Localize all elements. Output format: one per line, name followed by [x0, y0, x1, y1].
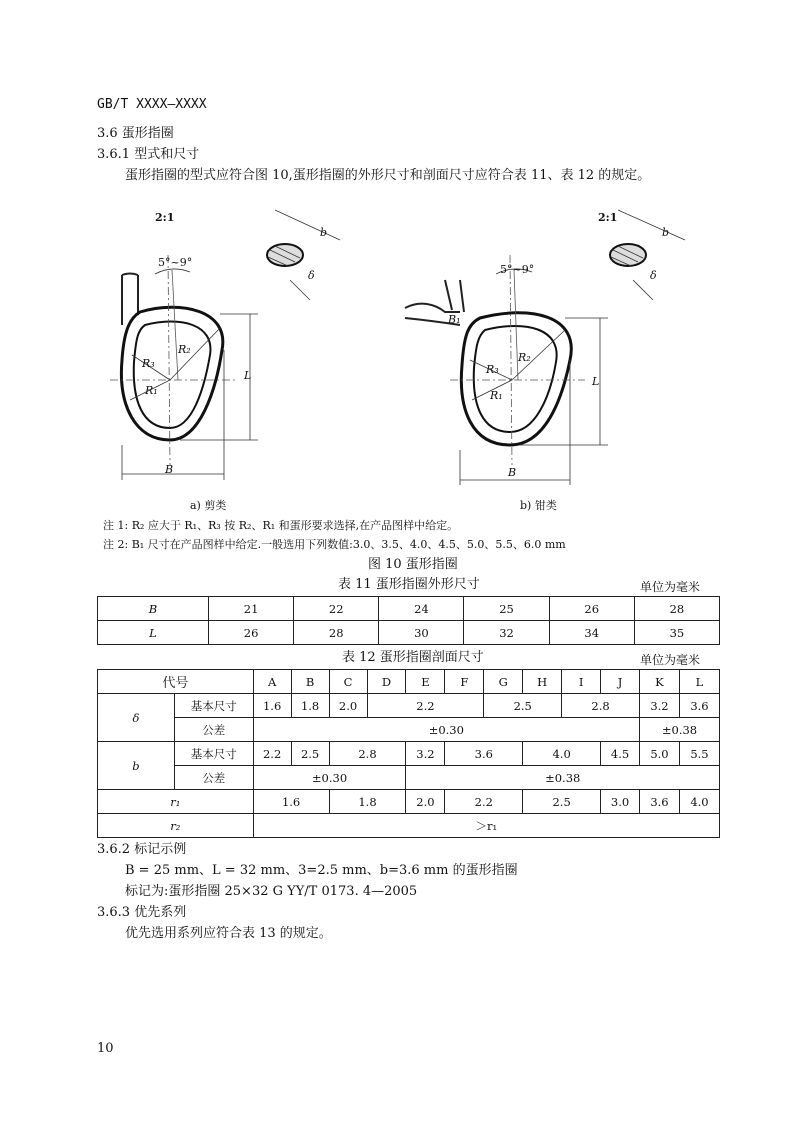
table-cell: 2.0: [329, 694, 367, 718]
table-cell: 2.5: [523, 790, 601, 814]
table-cell: 1.8: [329, 790, 406, 814]
table-cell: 24: [379, 597, 464, 621]
table-cell: 3.0: [601, 790, 640, 814]
tolerance-label: 公差: [174, 766, 253, 790]
scale-b: 2:1: [598, 211, 618, 224]
table12-unit: 单位为毫米: [640, 653, 701, 667]
table-cell: 2.2: [367, 694, 484, 718]
table-cell: ±0.38: [406, 766, 720, 790]
table-row: [98, 718, 720, 742]
table-cell: 21: [209, 597, 294, 621]
table-row: [98, 742, 720, 766]
table12: [97, 669, 720, 838]
table-cell: 3.6: [679, 694, 719, 718]
table-row: [98, 790, 720, 814]
code-cell: B: [291, 670, 329, 694]
r1-label: r₁: [98, 790, 254, 814]
table-cell: 2.5: [484, 694, 562, 718]
ring-forceps-drawing: [400, 200, 700, 515]
table-row: [98, 597, 720, 621]
table-cell: 35: [634, 621, 719, 645]
table-cell: 3.2: [406, 742, 445, 766]
label-B1-b: B₁: [448, 313, 461, 326]
r2-label: r₂: [98, 814, 254, 838]
caption-b: b) 钳类: [520, 499, 557, 512]
table-cell: 3.6: [640, 790, 680, 814]
example-text: B = 25 mm、L = 32 mm、3=2.5 mm、b=3.6 mm 的蛋形指圈: [125, 863, 518, 878]
table-cell: 26: [209, 621, 294, 645]
label-delta-b: δ: [650, 269, 657, 282]
row-label: L: [98, 621, 209, 645]
label-R3-b: R₃: [486, 363, 499, 376]
caption-a: a) 剪类: [190, 499, 227, 512]
page-number: 10: [97, 1041, 114, 1056]
table-row: [98, 766, 720, 790]
table-row: [98, 621, 720, 645]
label-B-a: B: [165, 463, 174, 476]
table-cell: 2.5: [291, 742, 329, 766]
angle-a: 5°~9°: [158, 256, 193, 269]
delta-label: δ: [98, 694, 175, 742]
code-cell: D: [367, 670, 406, 694]
basic-label: 基本尺寸: [174, 742, 253, 766]
table-cell: 28: [634, 597, 719, 621]
figure-note-1: 注 1: R₂ 应大于 R₁、R₃ 按 R₂、R₁ 和蛋形要求选择,在产品图样中给定。: [103, 519, 459, 532]
code-cell: K: [640, 670, 680, 694]
code-cell: I: [562, 670, 601, 694]
table-cell: 34: [549, 621, 634, 645]
label-b-a: b: [320, 226, 328, 239]
code-cell: J: [601, 670, 640, 694]
table-cell: 4.0: [679, 790, 719, 814]
table-cell: ±0.38: [640, 718, 720, 742]
code-cell: E: [406, 670, 445, 694]
table-cell: 3.6: [445, 742, 523, 766]
table-cell: ±0.30: [253, 766, 406, 790]
section-heading: 3.6 蛋形指圈: [97, 126, 174, 141]
table-row: [98, 694, 720, 718]
table-cell: 2.0: [406, 790, 445, 814]
table-row: [98, 670, 720, 694]
row-label: B: [98, 597, 209, 621]
label-R1-a: R₁: [145, 384, 158, 397]
doc-code: GB/T XXXX—XXXX: [97, 97, 207, 112]
figure-note-2: 注 2: B₁ 尺寸在产品图样中给定.一般选用下列数值:3.0、3.5、4.0、4.5、5.0、5.5、6.0 mm: [103, 538, 566, 551]
table-cell: 1.6: [253, 790, 329, 814]
basic-label: 基本尺寸: [174, 694, 253, 718]
code-cell: F: [445, 670, 484, 694]
code-cell: G: [484, 670, 523, 694]
table-cell: 5.0: [640, 742, 680, 766]
label-B-b: B: [508, 466, 517, 479]
scale-a: 2:1: [155, 211, 175, 224]
table11-title: 表 11 蛋形指圈外形尺寸: [338, 577, 480, 592]
label-delta-a: δ: [308, 269, 315, 282]
code-cell: A: [253, 670, 291, 694]
table-cell: 2.2: [253, 742, 291, 766]
table-cell: 5.5: [679, 742, 719, 766]
b-label: b: [98, 742, 175, 790]
table12-title: 表 12 蛋形指圈剖面尺寸: [342, 650, 484, 665]
label-R2-a: R₂: [178, 343, 191, 356]
table-cell: 22: [294, 597, 379, 621]
table-cell: 4.0: [523, 742, 601, 766]
figure-b: [400, 200, 700, 515]
table-cell: 1.8: [291, 694, 329, 718]
table-cell: 32: [464, 621, 549, 645]
tolerance-label: 公差: [174, 718, 253, 742]
table-cell: 2.8: [329, 742, 406, 766]
code-header: 代号: [98, 670, 254, 694]
angle-b: 5°~9°: [500, 263, 535, 276]
label-L-a: L: [244, 369, 252, 382]
figure-title: 图 10 蛋形指圈: [368, 557, 458, 572]
label-b-b: b: [662, 226, 670, 239]
table-cell: 1.6: [253, 694, 291, 718]
table-cell: ±0.30: [253, 718, 639, 742]
label-R3-a: R₃: [142, 357, 155, 370]
table-cell: 2.8: [562, 694, 640, 718]
code-cell: L: [679, 670, 719, 694]
table-row: [98, 814, 720, 838]
table-cell: 25: [464, 597, 549, 621]
table11-unit: 单位为毫米: [640, 580, 701, 594]
table-cell: 3.2: [640, 694, 680, 718]
paragraph: 蛋形指圈的型式应符合图 10,蛋形指圈的外形尺寸和剖面尺寸应符合表 11、表 12 的规定。: [125, 168, 651, 183]
code-cell: H: [523, 670, 562, 694]
table-cell: 4.5: [601, 742, 640, 766]
label-R2-b: R₂: [518, 351, 531, 364]
subsection-heading: 3.6.3 优先系列: [97, 905, 187, 920]
table-cell: ＞r₁: [253, 814, 719, 838]
subsection-heading: 3.6.2 标记示例: [97, 842, 187, 857]
table-cell: 26: [549, 597, 634, 621]
label-R1-b: R₁: [490, 389, 503, 402]
table-cell: 30: [379, 621, 464, 645]
table11: [97, 596, 720, 645]
label-L-b: L: [592, 375, 600, 388]
code-cell: C: [329, 670, 367, 694]
subsection-heading: 3.6.1 型式和尺寸: [97, 147, 200, 162]
paragraph: 优先选用系列应符合表 13 的规定。: [125, 926, 332, 941]
mark-text: 标记为:蛋形指圈 25×32 G YY/T 0173. 4—2005: [125, 884, 418, 899]
table-cell: 28: [294, 621, 379, 645]
table-cell: 2.2: [445, 790, 523, 814]
